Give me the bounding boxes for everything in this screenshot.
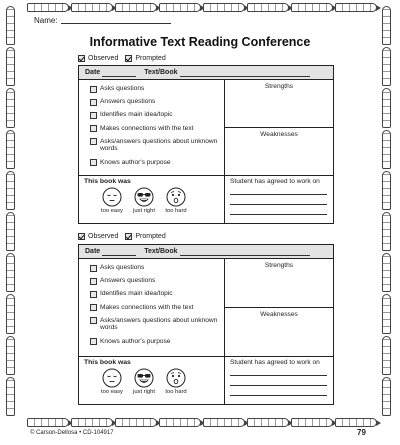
checklist-item[interactable]: Makes connections with the text bbox=[90, 304, 224, 312]
name-row bbox=[34, 16, 171, 25]
date-text-header bbox=[79, 245, 333, 259]
conference-form bbox=[78, 244, 334, 405]
agreement-line[interactable] bbox=[230, 376, 327, 386]
weaknesses-box[interactable] bbox=[225, 128, 333, 175]
checklist-item[interactable]: Asks/answers questions about unknown words bbox=[90, 317, 224, 332]
checklist-item[interactable]: Asks questions bbox=[90, 264, 224, 272]
book-was-label: This book was bbox=[84, 359, 131, 366]
agreement-line[interactable] bbox=[230, 205, 327, 215]
face-just-right[interactable]: just right bbox=[130, 187, 158, 214]
book-rating bbox=[79, 357, 225, 405]
strengths-box[interactable] bbox=[225, 259, 333, 308]
checklist-item[interactable]: Makes connections with the text bbox=[90, 125, 224, 133]
checklist-section bbox=[79, 259, 333, 357]
text-book-field[interactable] bbox=[180, 68, 310, 77]
conference-form bbox=[78, 65, 334, 224]
weaknesses-label: Weaknesses bbox=[260, 311, 298, 318]
agreement-box bbox=[225, 176, 333, 224]
agreement-box bbox=[225, 357, 333, 405]
checklist-item[interactable]: Identifies main idea/topic bbox=[90, 111, 224, 119]
sleepy-face-icon bbox=[102, 368, 122, 388]
face-too-hard[interactable]: too hard bbox=[162, 368, 190, 395]
skills-checklist bbox=[79, 80, 225, 175]
date-label: Date bbox=[85, 69, 101, 76]
sleepy-face-icon bbox=[102, 187, 122, 207]
face-too-hard[interactable]: too hard bbox=[162, 187, 190, 214]
publisher-footer: © Carson-Dellosa • CD-104917 bbox=[30, 430, 114, 436]
worried-face-icon bbox=[166, 187, 186, 207]
agreement-line[interactable] bbox=[230, 386, 327, 396]
date-text-header bbox=[79, 66, 333, 80]
worried-face-icon bbox=[166, 368, 186, 388]
observed-prompted-row bbox=[78, 55, 166, 62]
agreement-line[interactable] bbox=[230, 185, 327, 195]
face-too-easy[interactable]: too easy bbox=[98, 368, 126, 395]
agreement-line[interactable] bbox=[230, 195, 327, 205]
text-book-field[interactable] bbox=[180, 247, 310, 256]
text-book-label: Text/Book bbox=[144, 69, 178, 76]
text-book-label: Text/Book bbox=[144, 248, 178, 255]
observed-checkbox[interactable] bbox=[78, 233, 85, 240]
checklist-item[interactable]: Answers questions bbox=[90, 277, 224, 285]
prompted-label: Prompted bbox=[135, 233, 166, 240]
page-title: Informative Text Reading Conference bbox=[89, 35, 311, 49]
checklist-item[interactable]: Identifies main idea/topic bbox=[90, 290, 224, 298]
crayon-border-left bbox=[6, 6, 15, 416]
observed-prompted-row bbox=[78, 233, 166, 240]
strengths-weaknesses bbox=[225, 80, 333, 175]
date-field[interactable] bbox=[102, 247, 136, 256]
crayon-border-right bbox=[382, 6, 391, 416]
observed-label: Observed bbox=[88, 233, 119, 240]
date-label: Date bbox=[85, 248, 101, 255]
observed-label: Observed bbox=[88, 55, 119, 62]
prompted-checkbox[interactable] bbox=[125, 233, 132, 240]
agreed-label: Student has agreed to work on bbox=[230, 359, 320, 366]
observed-checkbox[interactable] bbox=[78, 55, 85, 62]
checklist-item[interactable]: Asks questions bbox=[90, 85, 224, 93]
skills-checklist bbox=[79, 259, 225, 356]
book-rating bbox=[79, 176, 225, 224]
crayon-border-top bbox=[27, 3, 377, 12]
weaknesses-label: Weaknesses bbox=[260, 131, 298, 138]
crayon-border-bottom bbox=[27, 418, 377, 427]
agreed-label: Student has agreed to work on bbox=[230, 178, 320, 185]
name-label: Name: bbox=[34, 16, 58, 25]
page-number: 79 bbox=[357, 428, 366, 437]
book-was-label: This book was bbox=[84, 178, 131, 185]
face-too-easy[interactable]: too easy bbox=[98, 187, 126, 214]
prompted-checkbox[interactable] bbox=[125, 55, 132, 62]
agreement-line[interactable] bbox=[230, 366, 327, 376]
checklist-section bbox=[79, 80, 333, 176]
cool-face-icon bbox=[134, 368, 154, 388]
prompted-label: Prompted bbox=[135, 55, 166, 62]
book-rating-section bbox=[79, 176, 333, 224]
strengths-label: Strengths bbox=[264, 83, 294, 90]
checklist-item[interactable]: Knows author's purpose bbox=[90, 159, 224, 167]
name-field[interactable] bbox=[61, 23, 171, 24]
weaknesses-box[interactable] bbox=[225, 308, 333, 356]
book-rating-section bbox=[79, 357, 333, 405]
strengths-label: Strengths bbox=[264, 262, 294, 269]
date-field[interactable] bbox=[102, 68, 136, 77]
face-just-right[interactable]: just right bbox=[130, 368, 158, 395]
checklist-item[interactable]: Answers questions bbox=[90, 98, 224, 106]
cool-face-icon bbox=[134, 187, 154, 207]
strengths-box[interactable] bbox=[225, 80, 333, 128]
checklist-item[interactable]: Asks/answers questions about unknown words bbox=[90, 138, 224, 153]
strengths-weaknesses bbox=[225, 259, 333, 356]
checklist-item[interactable]: Knows author's purpose bbox=[90, 338, 224, 346]
